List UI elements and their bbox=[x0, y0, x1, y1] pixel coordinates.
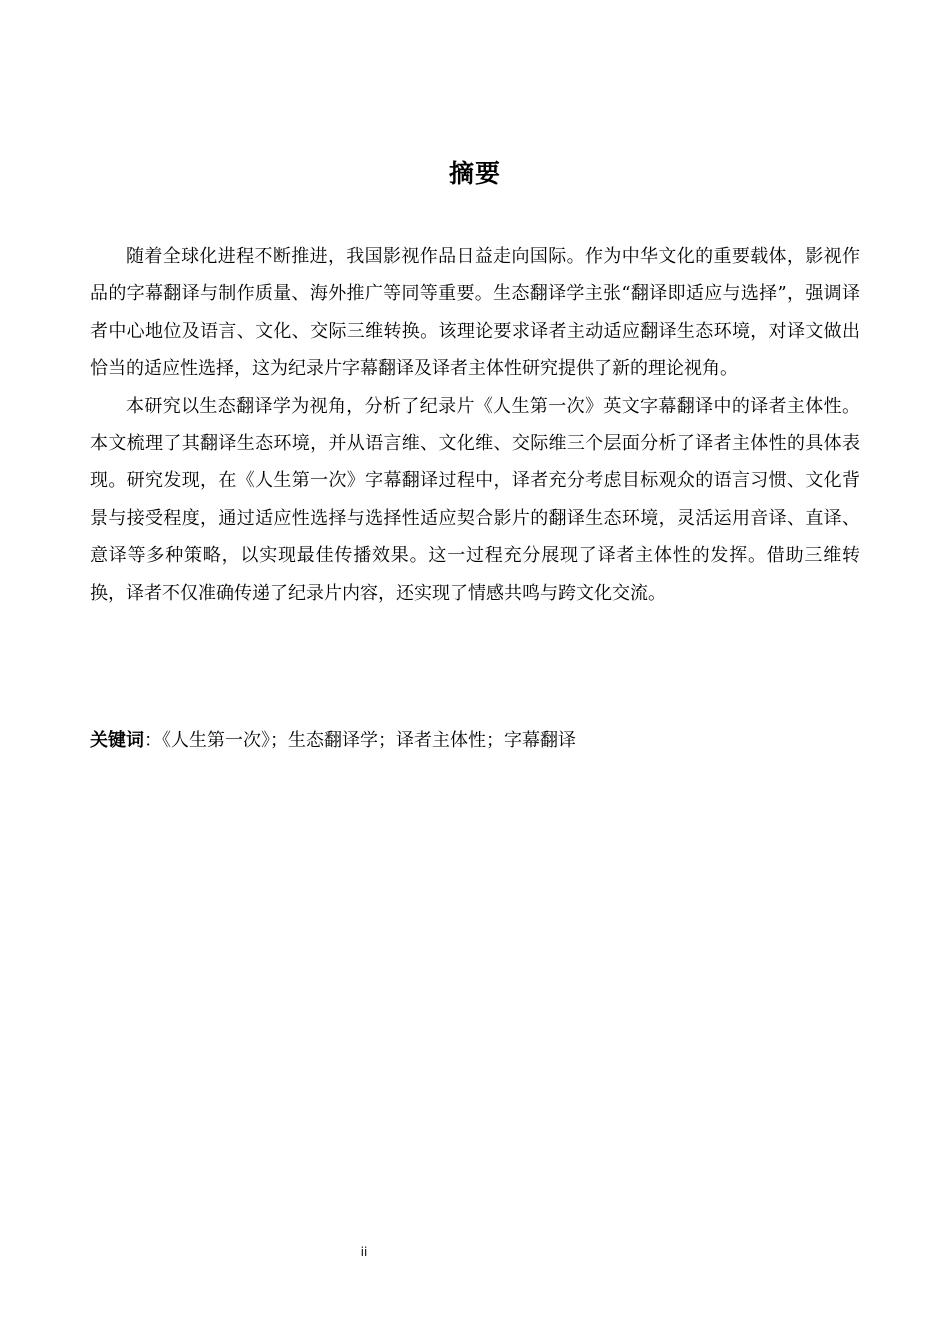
abstract-paragraph-1: 随着全球化进程不断推进，我国影视作品日益走向国际。作为中华文化的重要载体，影视作品的字幕翻译与制作质量、海外推广等同等重要。生态翻译学主张“翻译即适应与选择”，强调译者中心地位及语言、文化、交际三维转换。该理论要求译者主动适应翻译生态环境，对译文做出恰当的适应性选择，这为纪录片字幕翻译及译者主体性研究提供了新的理论视角。 bbox=[90, 246, 860, 380]
keywords-label: 关键词 bbox=[90, 730, 144, 751]
keywords-text: 《人生第一次》；生态翻译学；译者主体性；字幕翻译 bbox=[162, 730, 576, 751]
abstract-paragraph-2: 本研究以生态翻译学为视角，分析了纪录片《人生第一次》英文字幕翻译中的译者主体性。本文梳理了其翻译生态环境，并从语言维、文化维、交际维三个层面分析了译者主体性的具体表现。研究发现，在《人生第一次》字幕翻译过程中，译者充分考虑目标观众的语言习惯、文化背景与接受程度，通过适应性选择与选择性适应契合影片的翻译生态环境，灵活运用音译、直译、意译等多种策略，以实现最佳传播效果。这一过程充分展现了译者主体性的发挥。借助三维转换，译者不仅准确传递了纪录片内容，还实现了情感共鸣与跨文化交流。 bbox=[90, 395, 860, 604]
abstract-title: 摘要 bbox=[448, 159, 501, 188]
abstract-body bbox=[90, 238, 860, 612]
keywords-separator: ： bbox=[144, 730, 162, 751]
page-number: ii bbox=[360, 1245, 368, 1259]
keywords-line bbox=[90, 722, 860, 759]
